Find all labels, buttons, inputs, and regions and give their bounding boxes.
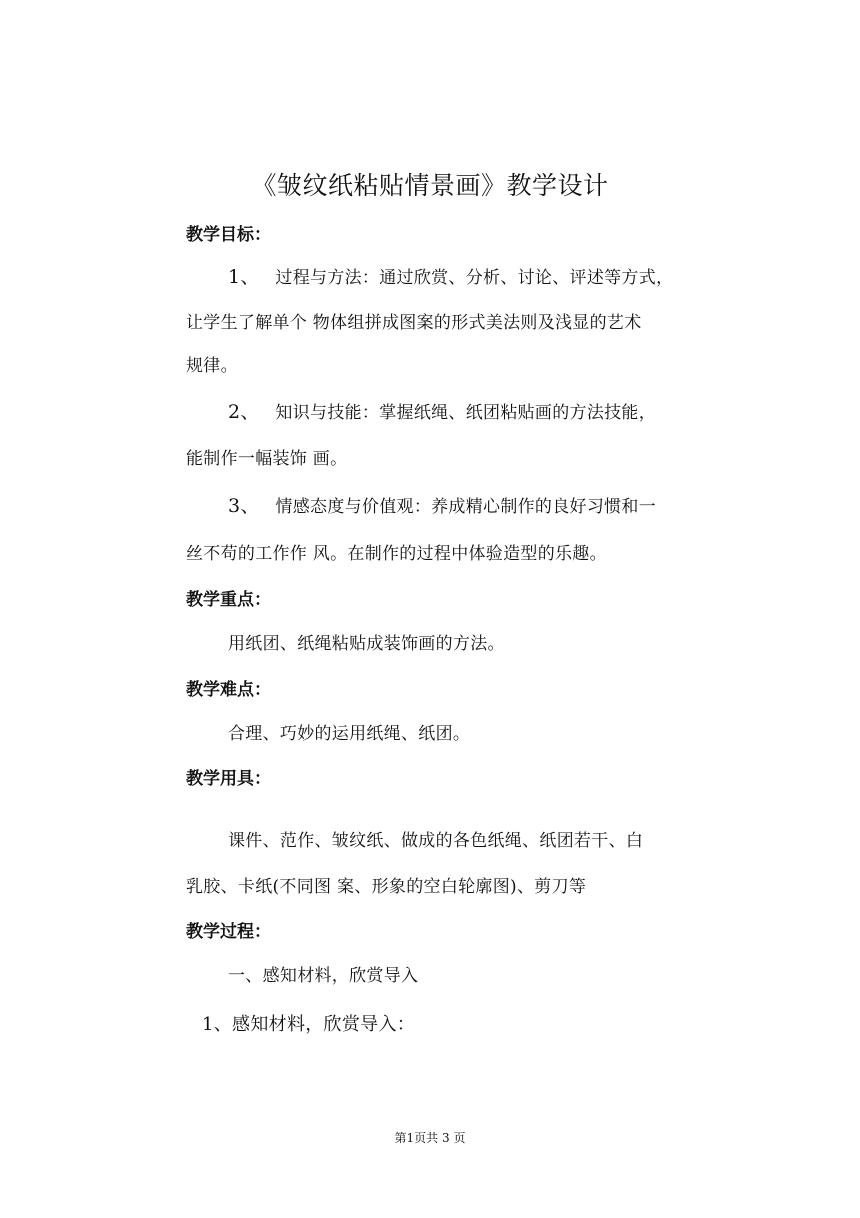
objective-1-line-3: 规律。 [186,356,238,376]
objectives-heading: 教学目标： [186,225,271,245]
document-title: 《皱纹纸粘贴情景画》教学设计 [251,171,609,200]
key-point-heading: 教学重点： [186,590,271,610]
difficulty-heading: 教学难点： [186,680,271,700]
objective-2-number: 2、 [228,401,260,423]
objective-2-line-2: 能制作一幅装饰 画。 [186,449,348,469]
objective-1-line-1 [228,262,673,289]
objective-2-text: 知识与技能：掌握纸绳、纸团粘贴画的方法技能， [275,403,657,423]
process-step-1: 一、感知材料，欣赏导入 [228,966,419,986]
objective-3-text: 情感态度与价值观：养成精心制作的良好习惯和一 [275,497,657,517]
objective-1-number: 1、 [228,266,260,288]
objective-1-text: 过程与方法：通过欣赏、分析、讨论、评述等方式， [275,268,674,288]
page-footer: 第1页共 3 页 [394,1131,466,1145]
objective-3-line-2: 丝不苟的工作作 风。在制作的过程中体验造型的乐趣。 [186,544,607,564]
process-step-1-sub: 1、感知材料，欣赏导入： [202,1014,416,1035]
objective-1-line-2: 让学生了解单个 物体组拼成图案的形式美法则及浅显的艺术 [186,313,642,333]
tools-line-1: 课件、范作、皱纹纸、做成的各色纸绳、纸团若干、白 [228,831,644,851]
key-point-text: 用纸团、纸绳粘贴成装饰画的方法。 [228,634,505,654]
objective-3-line-1 [228,491,656,518]
tools-heading: 教学用具： [186,769,271,789]
objective-2-line-1 [228,397,656,424]
process-heading: 教学过程： [186,922,271,942]
tools-line-2: 乳胶、卡纸(不同图 案、形象的空白轮廓图)、剪刀等 [186,877,587,897]
objective-3-number: 3、 [228,495,260,517]
difficulty-text: 合理、巧妙的运用纸绳、纸团。 [228,724,471,744]
